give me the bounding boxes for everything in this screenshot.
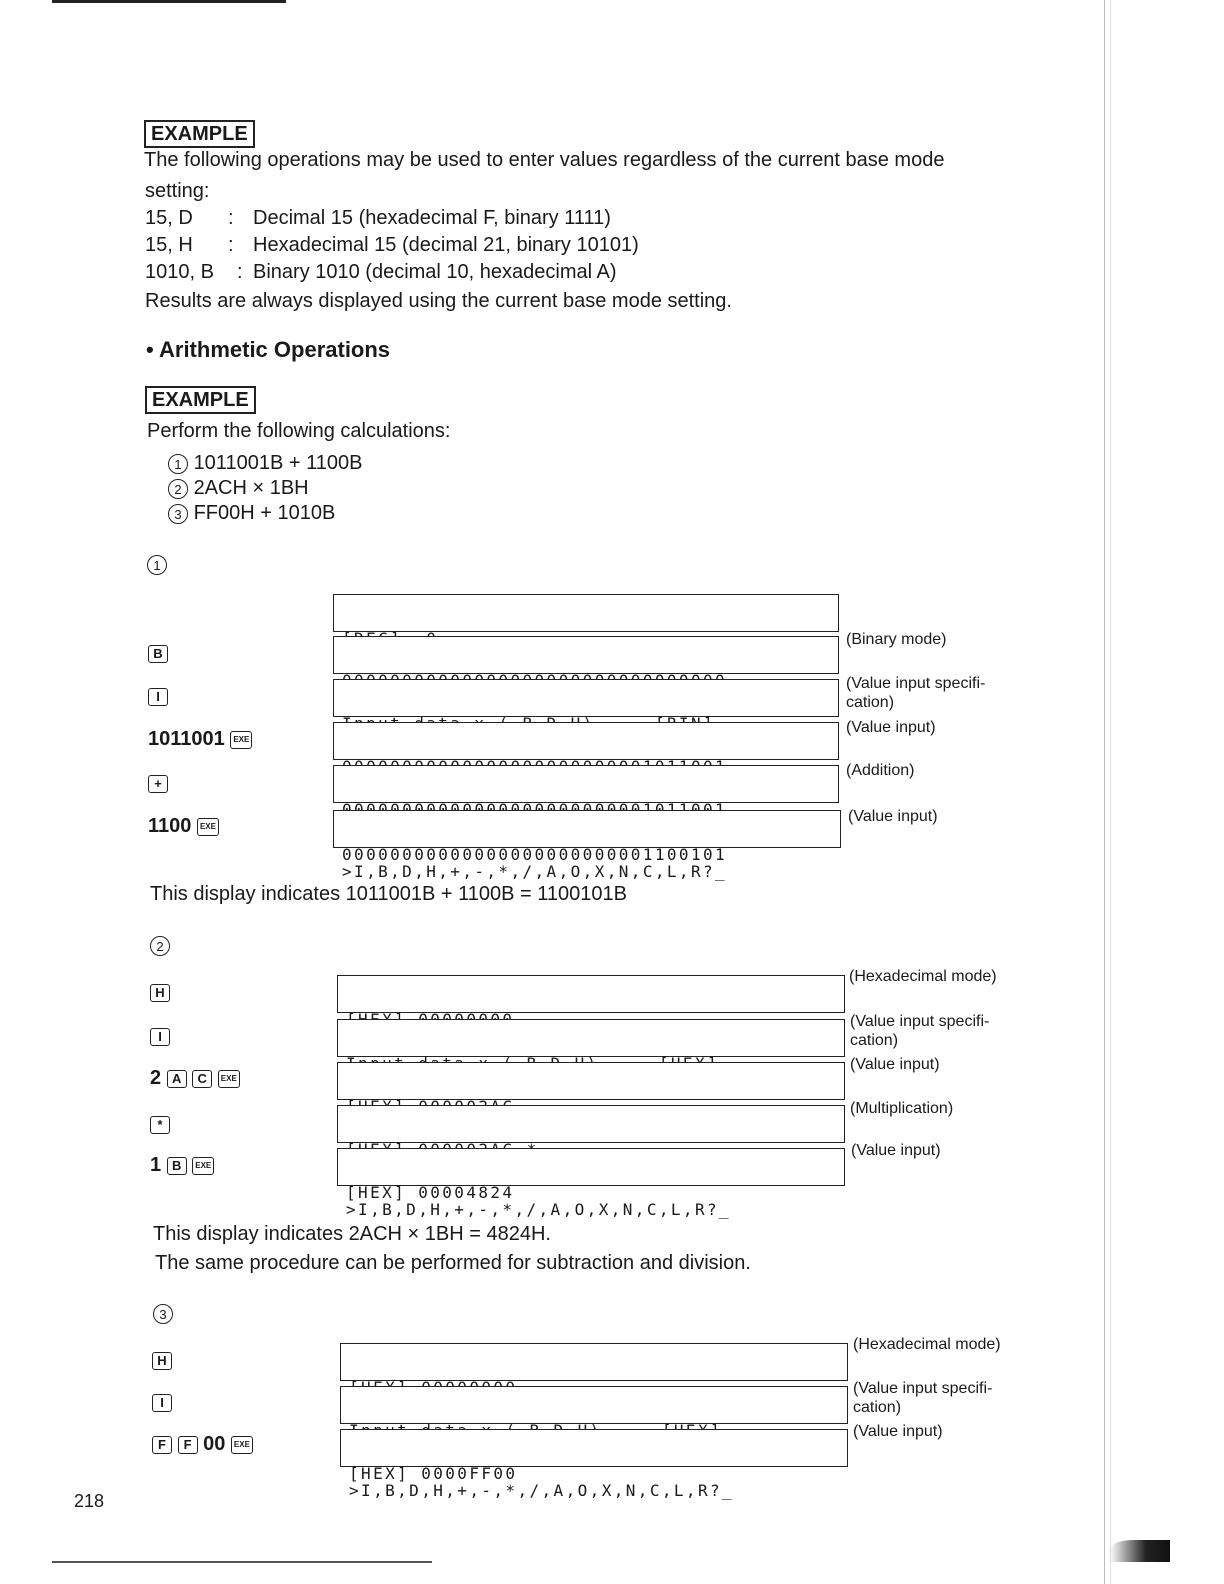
item-code: 15, D	[145, 207, 193, 229]
item-sep: :	[228, 234, 234, 256]
annotation: (Value input)	[853, 1423, 943, 1440]
key-sequence	[150, 1112, 170, 1136]
intro-line: The following operations may be used to enter values regardless of the current base mode	[144, 149, 945, 171]
results-line: Results are always displayed using the current base mode setting.	[145, 290, 732, 312]
result-line: The same procedure can be performed for subtraction and division.	[155, 1252, 751, 1274]
key-i: I	[150, 1028, 170, 1046]
lcd-display	[337, 1148, 845, 1219]
lcd-display	[337, 1019, 845, 1057]
example-label: EXAMPLE	[144, 120, 255, 148]
calc-item	[168, 475, 309, 501]
circled-number: 2	[150, 936, 170, 956]
key-f: F	[152, 1436, 172, 1454]
key-sequence	[150, 1066, 240, 1090]
bottom-rule	[52, 1561, 432, 1563]
annotation: (Value input)	[850, 1056, 940, 1073]
annotation: (Value input)	[846, 719, 936, 736]
section-marker	[147, 555, 167, 575]
exe-key-icon: EXE	[218, 1070, 240, 1088]
key-digits: 1100	[148, 815, 192, 837]
item-code: 1010, B	[145, 261, 214, 283]
lcd-display	[333, 679, 839, 717]
example-label: EXAMPLE	[145, 386, 256, 414]
lcd-display	[337, 975, 845, 1013]
section-marker	[150, 936, 170, 956]
circled-number: 1	[147, 555, 167, 575]
lcd-display	[333, 594, 839, 632]
key-sequence	[152, 1432, 253, 1456]
item-desc: Hexadecimal 15 (decimal 21, binary 10101)	[253, 234, 639, 256]
calc-item	[168, 450, 362, 476]
circled-number: 3	[153, 1304, 173, 1324]
key-sequence	[148, 771, 168, 795]
annotation: (Multiplication)	[850, 1100, 954, 1117]
result-line: This display indicates 2ACH × 1BH = 4824H.	[153, 1223, 551, 1245]
exe-key-icon: EXE	[192, 1157, 214, 1175]
annotation: (Value input specifi-	[846, 675, 986, 692]
top-rule	[52, 0, 286, 3]
lcd-line: >I,B,D,H,+,-,*,/,A,O,X,N,C,L,R?_	[346, 1200, 732, 1219]
key-h: H	[152, 1352, 172, 1370]
key-b: B	[167, 1157, 187, 1175]
lcd-display	[333, 722, 839, 760]
calc-item	[168, 500, 335, 526]
page-edge	[1110, 0, 1111, 1584]
annotation: cation)	[853, 1399, 902, 1416]
annotation: (Value input)	[848, 808, 938, 825]
lcd-display	[340, 1386, 848, 1424]
item-desc: Binary 1010 (decimal 10, hexadecimal A)	[253, 261, 617, 283]
list-item	[145, 205, 193, 231]
key-sequence	[152, 1390, 172, 1414]
key-i: I	[152, 1394, 172, 1412]
exe-key-icon: EXE	[197, 818, 219, 836]
item-desc: Decimal 15 (hexadecimal F, binary 1111)	[253, 207, 611, 229]
key-sequence	[150, 980, 170, 1004]
annotation: (Hexadecimal mode)	[849, 968, 997, 985]
lcd-display	[340, 1429, 848, 1500]
exe-key-icon: EXE	[231, 1436, 253, 1454]
key-sequence	[148, 814, 219, 838]
key-h: H	[150, 984, 170, 1002]
result-line: This display indicates 1011001B + 1100B = 1100101B	[150, 883, 628, 905]
annotation: (Hexadecimal mode)	[853, 1336, 1001, 1353]
circled-number: 2	[168, 479, 188, 499]
key-digits: 00	[203, 1433, 226, 1455]
annotation: cation)	[846, 694, 895, 711]
lcd-line: [HEX] 0000FF00	[349, 1464, 518, 1483]
key-digits: 2	[150, 1067, 162, 1089]
key-plus: +	[148, 775, 168, 793]
lcd-display	[337, 1105, 845, 1143]
lcd-display	[333, 636, 839, 674]
perform-line: Perform the following calculations:	[147, 420, 451, 442]
page-number: 218	[74, 1491, 105, 1511]
annotation: (Binary mode)	[846, 631, 947, 648]
key-sequence	[152, 1348, 172, 1372]
lcd-line: 00000000000000000000000001100101	[342, 845, 728, 864]
lcd-display	[337, 1062, 845, 1100]
key-b: B	[148, 645, 168, 663]
section-heading: • Arithmetic Operations	[146, 337, 391, 362]
key-f: F	[178, 1436, 198, 1454]
key-sequence	[150, 1153, 214, 1177]
key-sequence	[148, 684, 168, 708]
key-digits: 1	[150, 1154, 162, 1176]
annotation: (Value input)	[851, 1142, 941, 1159]
circled-number: 3	[168, 504, 188, 524]
annotation: (Value input specifi-	[853, 1380, 993, 1397]
section-marker	[153, 1304, 173, 1324]
intro-line: setting:	[145, 180, 210, 202]
circled-number: 1	[168, 454, 188, 474]
lcd-display	[333, 765, 839, 803]
item-sep: :	[228, 207, 234, 229]
lcd-line: [HEX] 00004824	[346, 1183, 515, 1202]
lcd-line: >I,B,D,H,+,-,*,/,A,O,X,N,C,L,R?_	[342, 862, 728, 881]
key-sequence	[148, 641, 168, 665]
key-times: *	[150, 1116, 170, 1134]
calc-text: 2ACH × 1BH	[193, 477, 309, 499]
scan-smudge	[1110, 1540, 1170, 1562]
key-c: C	[192, 1070, 212, 1088]
calc-text: 1011001B + 1100B	[193, 452, 363, 474]
annotation: (Value input specifi-	[850, 1013, 990, 1030]
exe-key-icon: EXE	[230, 731, 252, 749]
annotation: (Addition)	[846, 762, 915, 779]
page-edge	[1104, 0, 1105, 1584]
calc-text: FF00H + 1010B	[193, 502, 336, 524]
item-sep: :	[237, 261, 243, 283]
item-code: 15, H	[145, 234, 193, 256]
lcd-display	[333, 810, 841, 881]
key-sequence	[148, 727, 252, 751]
key-digits: 1011001	[148, 728, 225, 750]
key-sequence	[150, 1024, 170, 1048]
annotation: cation)	[850, 1032, 899, 1049]
key-i: I	[148, 688, 168, 706]
lcd-line: >I,B,D,H,+,-,*,/,A,O,X,N,C,L,R?_	[349, 1481, 735, 1500]
key-a: A	[167, 1070, 187, 1088]
lcd-display	[340, 1343, 848, 1381]
